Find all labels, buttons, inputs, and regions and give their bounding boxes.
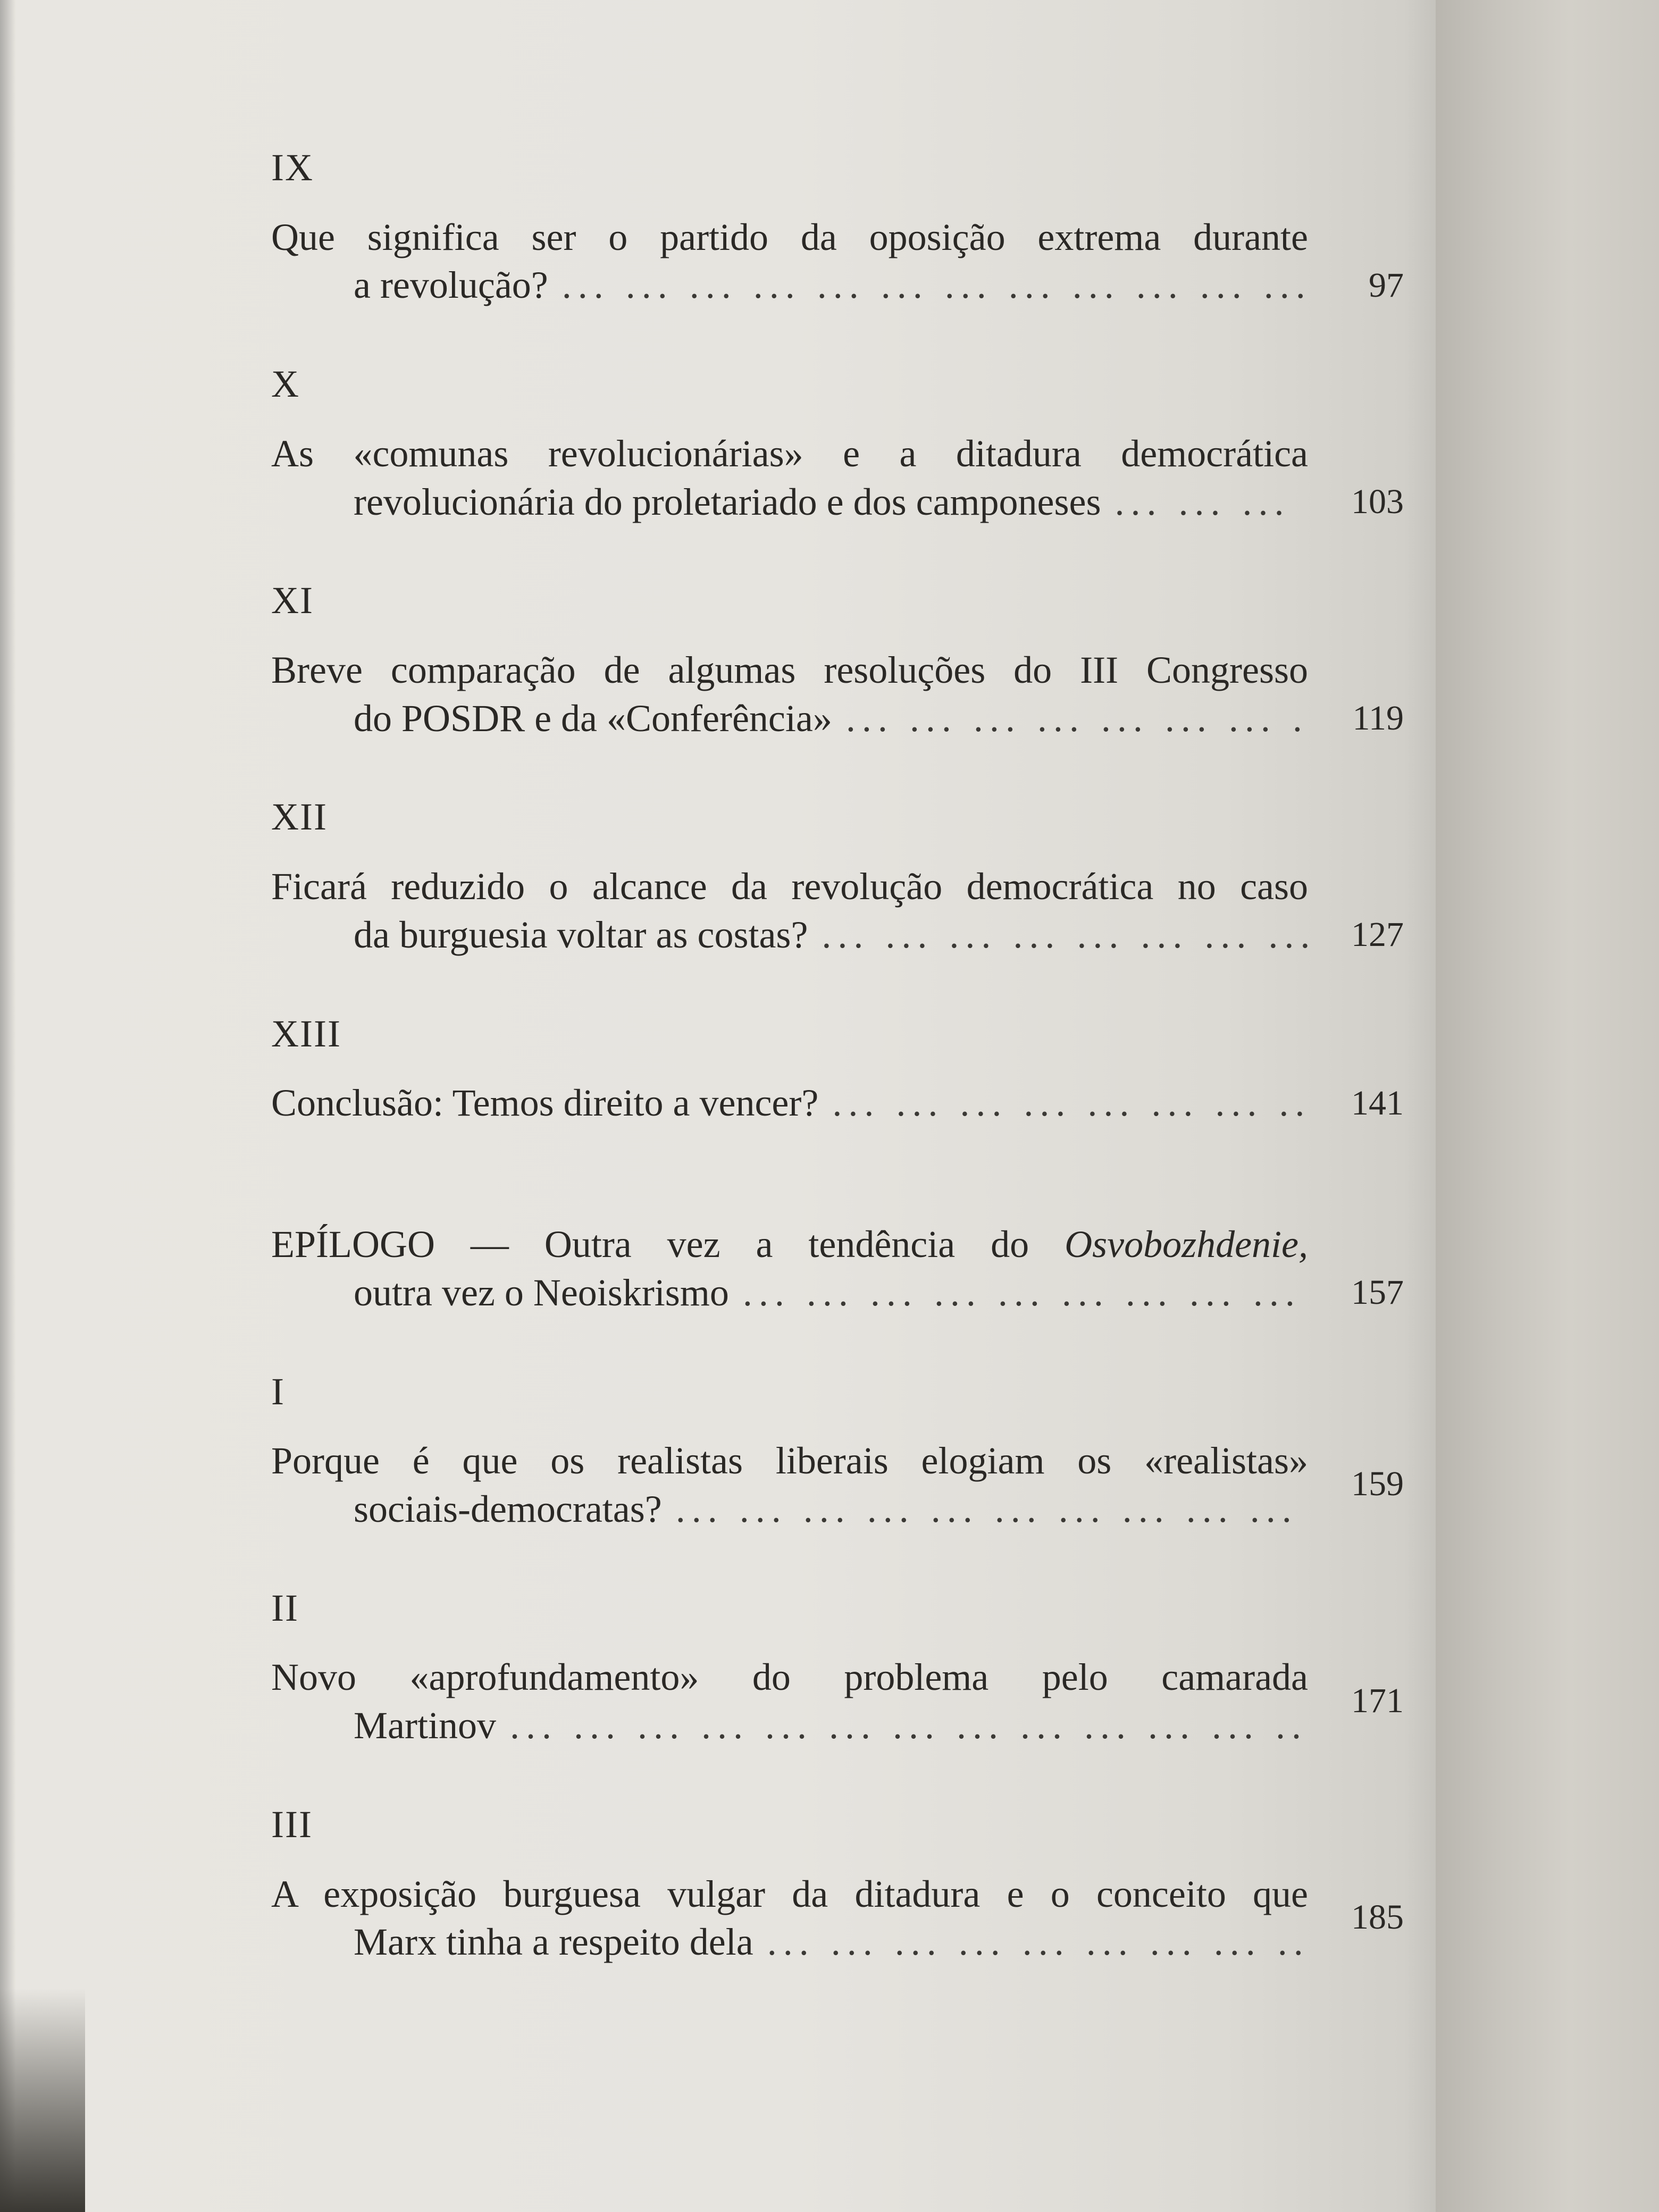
section-title xyxy=(271,1870,1308,1966)
section-number: II xyxy=(271,1586,299,1629)
leader-dots xyxy=(832,1079,1308,1127)
toc-entry-epilogue-i xyxy=(271,1368,1404,1534)
title-line-1: Novo «aprofundamento» do problema pelo camarada xyxy=(271,1656,1308,1699)
toc-entry-xiii xyxy=(271,1010,1404,1127)
epilogue-title xyxy=(271,1220,1308,1317)
corner-shadow xyxy=(0,1989,85,2212)
toc-row xyxy=(271,1079,1404,1127)
title-line-1: Ficará reduzido o alcance da revolução democrática no caso xyxy=(271,865,1308,908)
toc-row xyxy=(271,1870,1404,1966)
chapter-title xyxy=(271,430,1308,526)
title-line-2-text: Martinov xyxy=(354,1704,496,1747)
epilogue-title-italic: Osvobozhdenie, xyxy=(1065,1223,1309,1266)
chapter-number: XII xyxy=(271,795,328,839)
chapter-title xyxy=(271,213,1308,309)
leader-dots xyxy=(562,261,1308,309)
book-gutter xyxy=(1436,0,1659,2212)
toc-entry-xii xyxy=(271,793,1404,959)
title-line-2-text: sociais-democratas? xyxy=(354,1487,662,1530)
title-line-1: Porque é que os realistas liberais elogiam os «realistas» xyxy=(271,1439,1308,1482)
page-number: 171 xyxy=(1351,1681,1404,1720)
toc-row xyxy=(271,646,1404,742)
chapter-number: X xyxy=(271,363,300,406)
chapter-title xyxy=(271,862,1308,959)
title-line-2 xyxy=(271,1485,1308,1534)
table-of-contents xyxy=(271,144,1404,2017)
toc-entry-epilogue-iii xyxy=(271,1800,1404,1966)
leader-dots xyxy=(676,1485,1308,1534)
page-number: 159 xyxy=(1351,1464,1404,1504)
toc-entry-x xyxy=(271,360,1404,526)
section-title xyxy=(271,1437,1308,1533)
leader-dots xyxy=(743,1269,1308,1317)
title-line-2-text: da burguesia voltar as costas? xyxy=(354,913,808,956)
title-line-1: A exposição burguesa vulgar da ditadura e o conceito que xyxy=(271,1872,1308,1915)
title-line-2 xyxy=(271,911,1308,959)
title-line-1: As «comunas revolucionárias» e a ditadura democrática xyxy=(271,432,1308,475)
title-line-1-text: Conclusão: Temos direito a vencer? xyxy=(271,1082,819,1125)
title-line-2 xyxy=(271,1702,1308,1750)
page-number: 119 xyxy=(1352,699,1404,738)
left-edge-shadow xyxy=(0,0,16,2212)
title-line-1: Breve comparação de algumas resoluções do III Congresso xyxy=(271,649,1308,692)
epilogue-title-prefix: EPÍLOGO — Outra vez a tendência do xyxy=(271,1223,1029,1266)
title-line-2-text: revolucionária do proletariado e dos camponeses xyxy=(354,480,1101,523)
toc-row xyxy=(271,1220,1404,1317)
section-number: III xyxy=(271,1803,313,1846)
page-number: 103 xyxy=(1351,482,1404,522)
title-line-2 xyxy=(271,1918,1308,1966)
title-line-2-text: a revolução? xyxy=(354,264,548,307)
page-number: 157 xyxy=(1351,1273,1404,1312)
leader-dots xyxy=(510,1702,1308,1750)
toc-entry-xi xyxy=(271,576,1404,742)
chapter-number: XI xyxy=(271,579,314,622)
leader-dots xyxy=(767,1918,1308,1966)
title-line-2-text: outra vez o Neoiskrismo xyxy=(354,1271,729,1314)
leader-dots xyxy=(822,911,1308,959)
chapter-number: XIII xyxy=(271,1012,341,1055)
leader-dots xyxy=(1115,478,1308,526)
page-number: 141 xyxy=(1351,1083,1404,1122)
toc-row xyxy=(271,430,1404,526)
toc-entry-ix xyxy=(271,144,1404,309)
toc-row xyxy=(271,1437,1404,1533)
page-number: 127 xyxy=(1351,915,1404,954)
page-number: 97 xyxy=(1369,266,1404,305)
title-line-2 xyxy=(271,1269,1308,1317)
title-line-2 xyxy=(271,694,1308,743)
leader-dots xyxy=(846,694,1308,743)
toc-row xyxy=(271,1653,1404,1749)
section-number: I xyxy=(271,1370,285,1413)
chapter-title xyxy=(271,646,1308,742)
toc-row xyxy=(271,213,1404,309)
title-line-2-text: do POSDR e da «Conferência» xyxy=(354,697,832,740)
chapter-title xyxy=(271,1079,1308,1127)
title-line-2 xyxy=(271,478,1308,526)
toc-entry-epilogue xyxy=(271,1220,1404,1317)
title-line-2-text: Marx tinha a respeito dela xyxy=(354,1921,753,1964)
toc-entry-epilogue-ii xyxy=(271,1584,1404,1750)
title-line-1 xyxy=(271,1079,1308,1127)
chapter-number: IX xyxy=(271,146,314,189)
title-line-2 xyxy=(271,261,1308,309)
section-title xyxy=(271,1653,1308,1749)
title-line-1: Que significa ser o partido da oposição extrema durante xyxy=(271,215,1308,258)
title-line-1 xyxy=(271,1220,1308,1269)
page-number: 185 xyxy=(1351,1897,1404,1937)
toc-row xyxy=(271,862,1404,959)
